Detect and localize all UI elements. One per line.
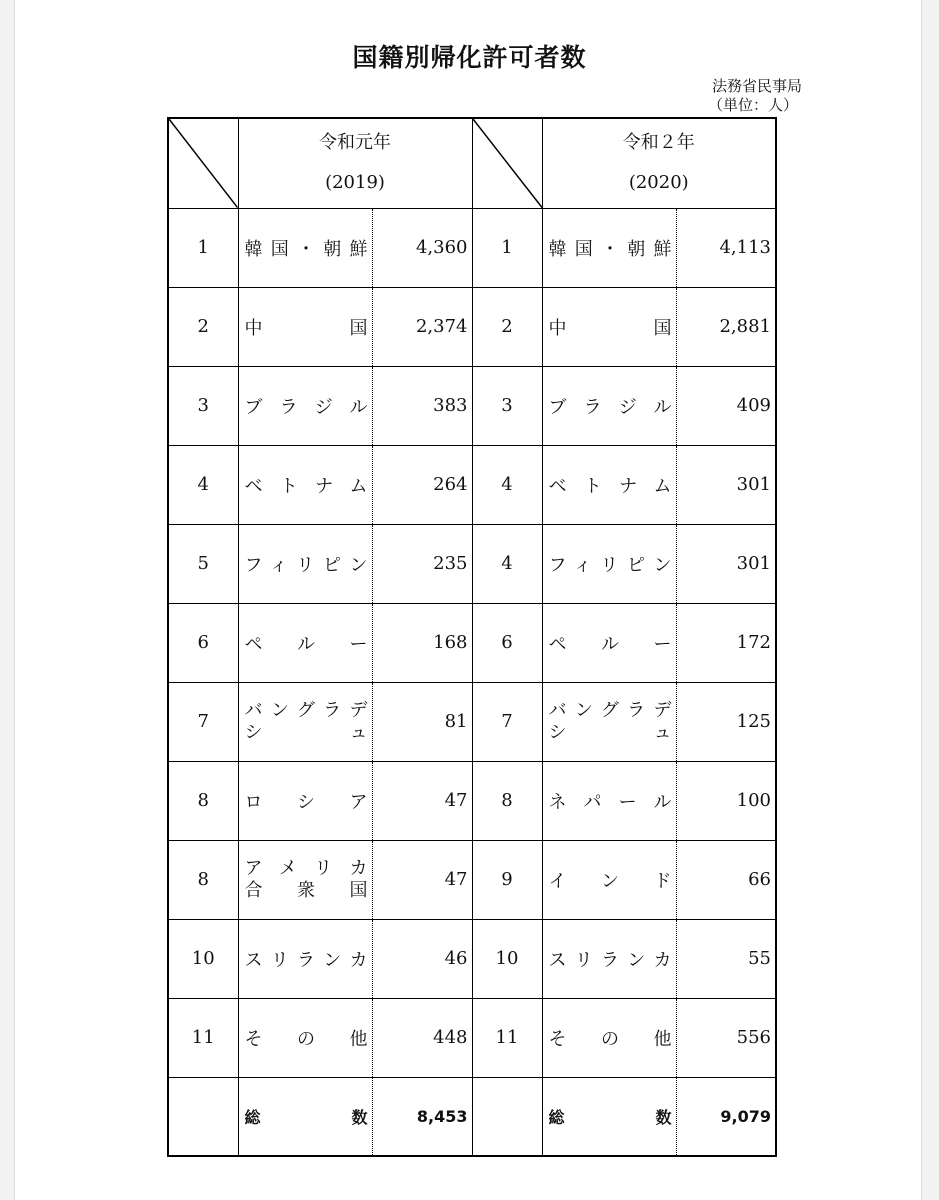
diagonal-line-icon xyxy=(169,119,238,208)
count-cell-2019: 168 xyxy=(372,603,472,682)
count-cell-2019: 46 xyxy=(372,919,472,998)
total-row xyxy=(168,1077,776,1156)
table-row xyxy=(168,998,776,1077)
rank-cell-2019: 6 xyxy=(168,603,238,682)
country-cell-2019 xyxy=(238,445,372,524)
count-cell-2019: 235 xyxy=(372,524,472,603)
country-cell-2020 xyxy=(542,287,676,366)
count-cell-2020: 172 xyxy=(676,603,776,682)
total-label-cell-2019 xyxy=(238,1077,372,1156)
country-name: スリランカ xyxy=(244,949,368,971)
rank-cell-2019: 7 xyxy=(168,682,238,761)
total-label-cell-2020 xyxy=(542,1077,676,1156)
count-cell-2019: 448 xyxy=(372,998,472,1077)
diagonal-line-icon xyxy=(473,119,542,208)
country-cell-2019 xyxy=(238,682,372,761)
count-cell-2019: 47 xyxy=(372,761,472,840)
table-row xyxy=(168,366,776,445)
rank-cell-2019: 10 xyxy=(168,919,238,998)
total-value-2020: 9,079 xyxy=(676,1077,776,1156)
country-cell-2020 xyxy=(542,445,676,524)
table-row xyxy=(168,524,776,603)
country-cell-2020 xyxy=(542,998,676,1077)
source-agency: 法務省民事局 xyxy=(711,77,802,95)
table-row xyxy=(168,445,776,524)
year-header-2020 xyxy=(542,118,776,208)
country-cell-2019 xyxy=(238,366,372,445)
country-cell-2019 xyxy=(238,840,372,919)
country-name: その他 xyxy=(244,1028,368,1050)
diagonal-header-cell-2020 xyxy=(472,118,542,208)
rank-cell-2020: 7 xyxy=(472,682,542,761)
country-name: インド xyxy=(548,870,672,892)
country-name: ペルー xyxy=(548,633,672,655)
country-cell-2020 xyxy=(542,919,676,998)
country-cell-2020 xyxy=(542,208,676,287)
country-cell-2020 xyxy=(542,603,676,682)
count-cell-2019: 383 xyxy=(372,366,472,445)
year-era-2020: 令和２年 xyxy=(622,132,695,154)
year-gregorian-2019: (2019) xyxy=(325,172,385,194)
source-note xyxy=(708,77,802,115)
country-name: その他 xyxy=(548,1028,672,1050)
rank-cell-2020: 11 xyxy=(472,998,542,1077)
count-cell-2020: 2,881 xyxy=(676,287,776,366)
country-name: フィリピン xyxy=(244,554,368,576)
country-cell-2020 xyxy=(542,761,676,840)
rank-cell-2019: 8 xyxy=(168,761,238,840)
rank-cell-2019: 4 xyxy=(168,445,238,524)
rank-cell-2020: 3 xyxy=(472,366,542,445)
rank-cell-2019: 3 xyxy=(168,366,238,445)
year-gregorian-2020: (2020) xyxy=(628,172,689,194)
rank-cell-2020: 2 xyxy=(472,287,542,366)
count-cell-2019: 4,360 xyxy=(372,208,472,287)
rank-cell-2020: 8 xyxy=(472,761,542,840)
country-name: バングラデ xyxy=(244,699,368,721)
empty-rank-cell-2020 xyxy=(472,1077,542,1156)
country-name: バングラデ xyxy=(548,699,672,721)
year-header-2019 xyxy=(238,118,472,208)
count-cell-2020: 556 xyxy=(676,998,776,1077)
count-cell-2020: 100 xyxy=(676,761,776,840)
rank-cell-2020: 4 xyxy=(472,445,542,524)
rank-cell-2020: 6 xyxy=(472,603,542,682)
table-row xyxy=(168,840,776,919)
country-cell-2019 xyxy=(238,761,372,840)
count-cell-2020: 55 xyxy=(676,919,776,998)
rank-cell-2020: 1 xyxy=(472,208,542,287)
count-cell-2019: 81 xyxy=(372,682,472,761)
country-name: ベトナム xyxy=(548,475,672,497)
rank-cell-2020: 10 xyxy=(472,919,542,998)
count-cell-2020: 4,113 xyxy=(676,208,776,287)
country-name: フィリピン xyxy=(548,554,672,576)
country-name: ブラジル xyxy=(548,396,672,418)
total-value-2019: 8,453 xyxy=(372,1077,472,1156)
country-name: シュ xyxy=(244,721,368,743)
country-name: アメリカ xyxy=(244,857,368,879)
rank-cell-2019: 2 xyxy=(168,287,238,366)
rank-cell-2020: 4 xyxy=(472,524,542,603)
country-cell-2019 xyxy=(238,998,372,1077)
count-cell-2020: 301 xyxy=(676,524,776,603)
table-row xyxy=(168,919,776,998)
count-cell-2019: 264 xyxy=(372,445,472,524)
country-cell-2020 xyxy=(542,366,676,445)
country-cell-2019 xyxy=(238,208,372,287)
country-cell-2020 xyxy=(542,682,676,761)
diagonal-header-cell-2019 xyxy=(168,118,238,208)
count-cell-2019: 2,374 xyxy=(372,287,472,366)
country-name: スリランカ xyxy=(548,949,672,971)
table-row xyxy=(168,287,776,366)
empty-rank-cell-2019 xyxy=(168,1077,238,1156)
rank-cell-2020: 9 xyxy=(472,840,542,919)
country-name: ブラジル xyxy=(244,396,368,418)
country-cell-2019 xyxy=(238,603,372,682)
country-name: ネパール xyxy=(548,791,672,813)
rank-cell-2019: 11 xyxy=(168,998,238,1077)
rank-cell-2019: 8 xyxy=(168,840,238,919)
table-row xyxy=(168,682,776,761)
country-cell-2019 xyxy=(238,524,372,603)
count-cell-2020: 66 xyxy=(676,840,776,919)
count-cell-2020: 301 xyxy=(676,445,776,524)
country-cell-2019 xyxy=(238,919,372,998)
country-name: 中 国 xyxy=(548,317,672,339)
country-name: シュ xyxy=(548,721,672,743)
rank-cell-2019: 1 xyxy=(168,208,238,287)
header-row xyxy=(168,118,776,208)
table-row xyxy=(168,761,776,840)
count-cell-2020: 125 xyxy=(676,682,776,761)
country-name: 中 国 xyxy=(244,317,368,339)
count-cell-2019: 47 xyxy=(372,840,472,919)
country-name: ロシア xyxy=(244,791,368,813)
country-cell-2020 xyxy=(542,524,676,603)
country-name: 合衆国 xyxy=(244,879,368,901)
country-name: 韓国・朝鮮 xyxy=(548,238,672,260)
total-label: 総数 xyxy=(244,1107,368,1127)
table-row xyxy=(168,603,776,682)
count-cell-2020: 409 xyxy=(676,366,776,445)
country-name: ペルー xyxy=(244,633,368,655)
unit-note: （単位：人） xyxy=(707,96,798,114)
table-row xyxy=(168,208,776,287)
naturalization-table xyxy=(167,117,777,1157)
country-cell-2020 xyxy=(542,840,676,919)
country-name: ベトナム xyxy=(244,475,368,497)
page-title: 国籍別帰化許可者数 xyxy=(352,43,587,72)
year-era-2019: 令和元年 xyxy=(319,132,391,154)
rank-cell-2019: 5 xyxy=(168,524,238,603)
total-label: 総数 xyxy=(548,1107,672,1127)
country-cell-2019 xyxy=(238,287,372,366)
country-name: 韓国・朝鮮 xyxy=(244,238,368,260)
